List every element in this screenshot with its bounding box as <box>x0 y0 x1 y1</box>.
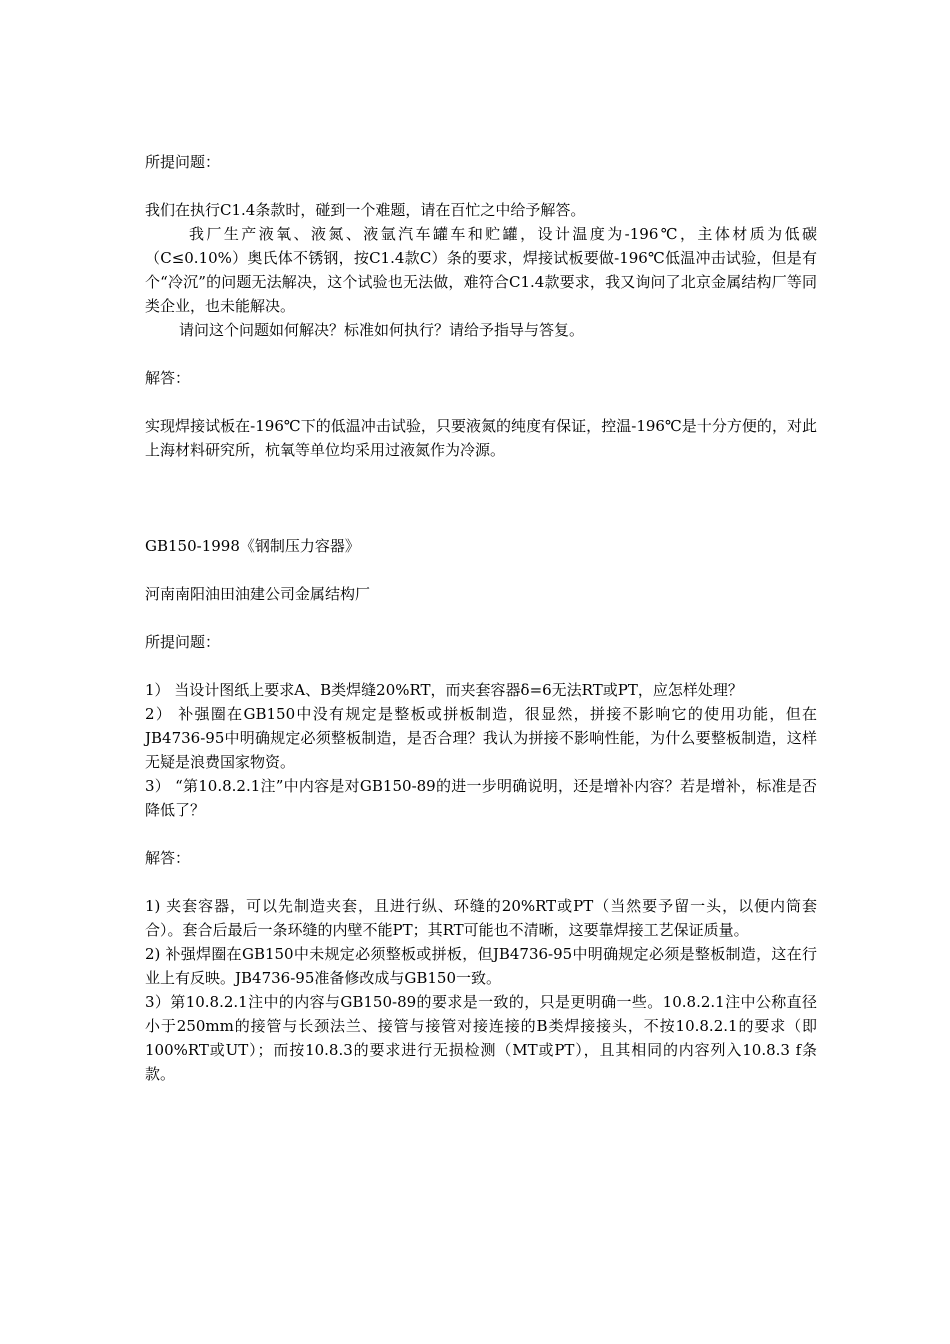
standard-title: GB150-1998《钢制压力容器》 <box>145 537 360 555</box>
question-item: 1） 当设计图纸上要求A、B类焊缝20%RT，而夹套容器δ=6无法RT或PT，应怎样处理？ <box>145 681 743 699</box>
answer-paragraph-1: 实现焊接试板在-196℃下的低温冲击试验，只要液氮的纯度有保证，控温-196℃是十分方便的，对此上海材料研究所，杭氧等单位均采用过液氮作为冷源。 <box>145 417 817 459</box>
answer-item: 1) 夹套容器，可以先制造夹套，且进行纵、环缝的20%RT或PT（当然要予留一头，以便内筒套合）。套合后最后一条环缝的内壁不能PT；其RT可能也不清晰，这要靠焊接工艺保证质量。 <box>145 897 817 939</box>
question-paragraph-1: 我厂生产液氧、液氮、液氩汽车罐车和贮罐，设计温度为-196℃，主体材质为低碳（C≤0.10%）奥氏体不锈钢，按C1.4款C）条的要求，焊接试板要做-196℃低温冲击试验，但是有个“冷沉”的问题无法解决，这个试验也无法做，难符合C1.4款要求，我又询问了北京金属结构厂等同类企业，也未能解决。 <box>145 225 817 315</box>
answer-item: 3）第10.8.2.1注中的内容与GB150-89的要求是一致的，只是更明确一些。10.8.2.1注中公称直径小于250mm的接管与长颈法兰、接管与接管对接连接的B类焊接接头，不按10.8.2.1的要求（即100%RT或UT）；而按10.8.3的要求进行无损检测（MT或PT），且其相同的内容列入10.8.3 f条款。 <box>145 993 817 1083</box>
question-item: 3） “第10.8.2.1注”中内容是对GB150-89的进一步明确说明，还是增补内容？若是增补，标准是否降低了？ <box>145 777 817 819</box>
question-heading-2: 所提问题： <box>145 633 221 651</box>
answer-item: 2) 补强焊圈在GB150中未规定必须整板或拼板，但JB4736-95中明确规定必须是整板制造，这在行业上有反映。JB4736-95准备修改成与GB150一致。 <box>145 945 817 987</box>
question-paragraph-2: 请问这个问题如何解决？标准如何执行？请给予指导与答复。 <box>179 321 585 339</box>
answer-heading-2: 解答： <box>145 849 191 867</box>
document-page <box>145 150 817 1086</box>
answer-heading-1: 解答： <box>145 369 191 387</box>
question-item: 2） 补强圈在GB150中没有规定是整板或拼板制造，很显然，拼接不影响它的使用功能，但在JB4736-95中明确规定必须整板制造，是否合理？我认为拼接不影响性能，为什么要整板制造，这样无疑是浪费国家物资。 <box>145 705 817 771</box>
question-heading-1: 所提问题： <box>145 153 221 171</box>
organization-name: 河南南阳油田油建公司金属结构厂 <box>145 585 371 603</box>
question-intro: 我们在执行C1.4条款时，碰到一个难题，请在百忙之中给予解答。 <box>145 201 586 219</box>
